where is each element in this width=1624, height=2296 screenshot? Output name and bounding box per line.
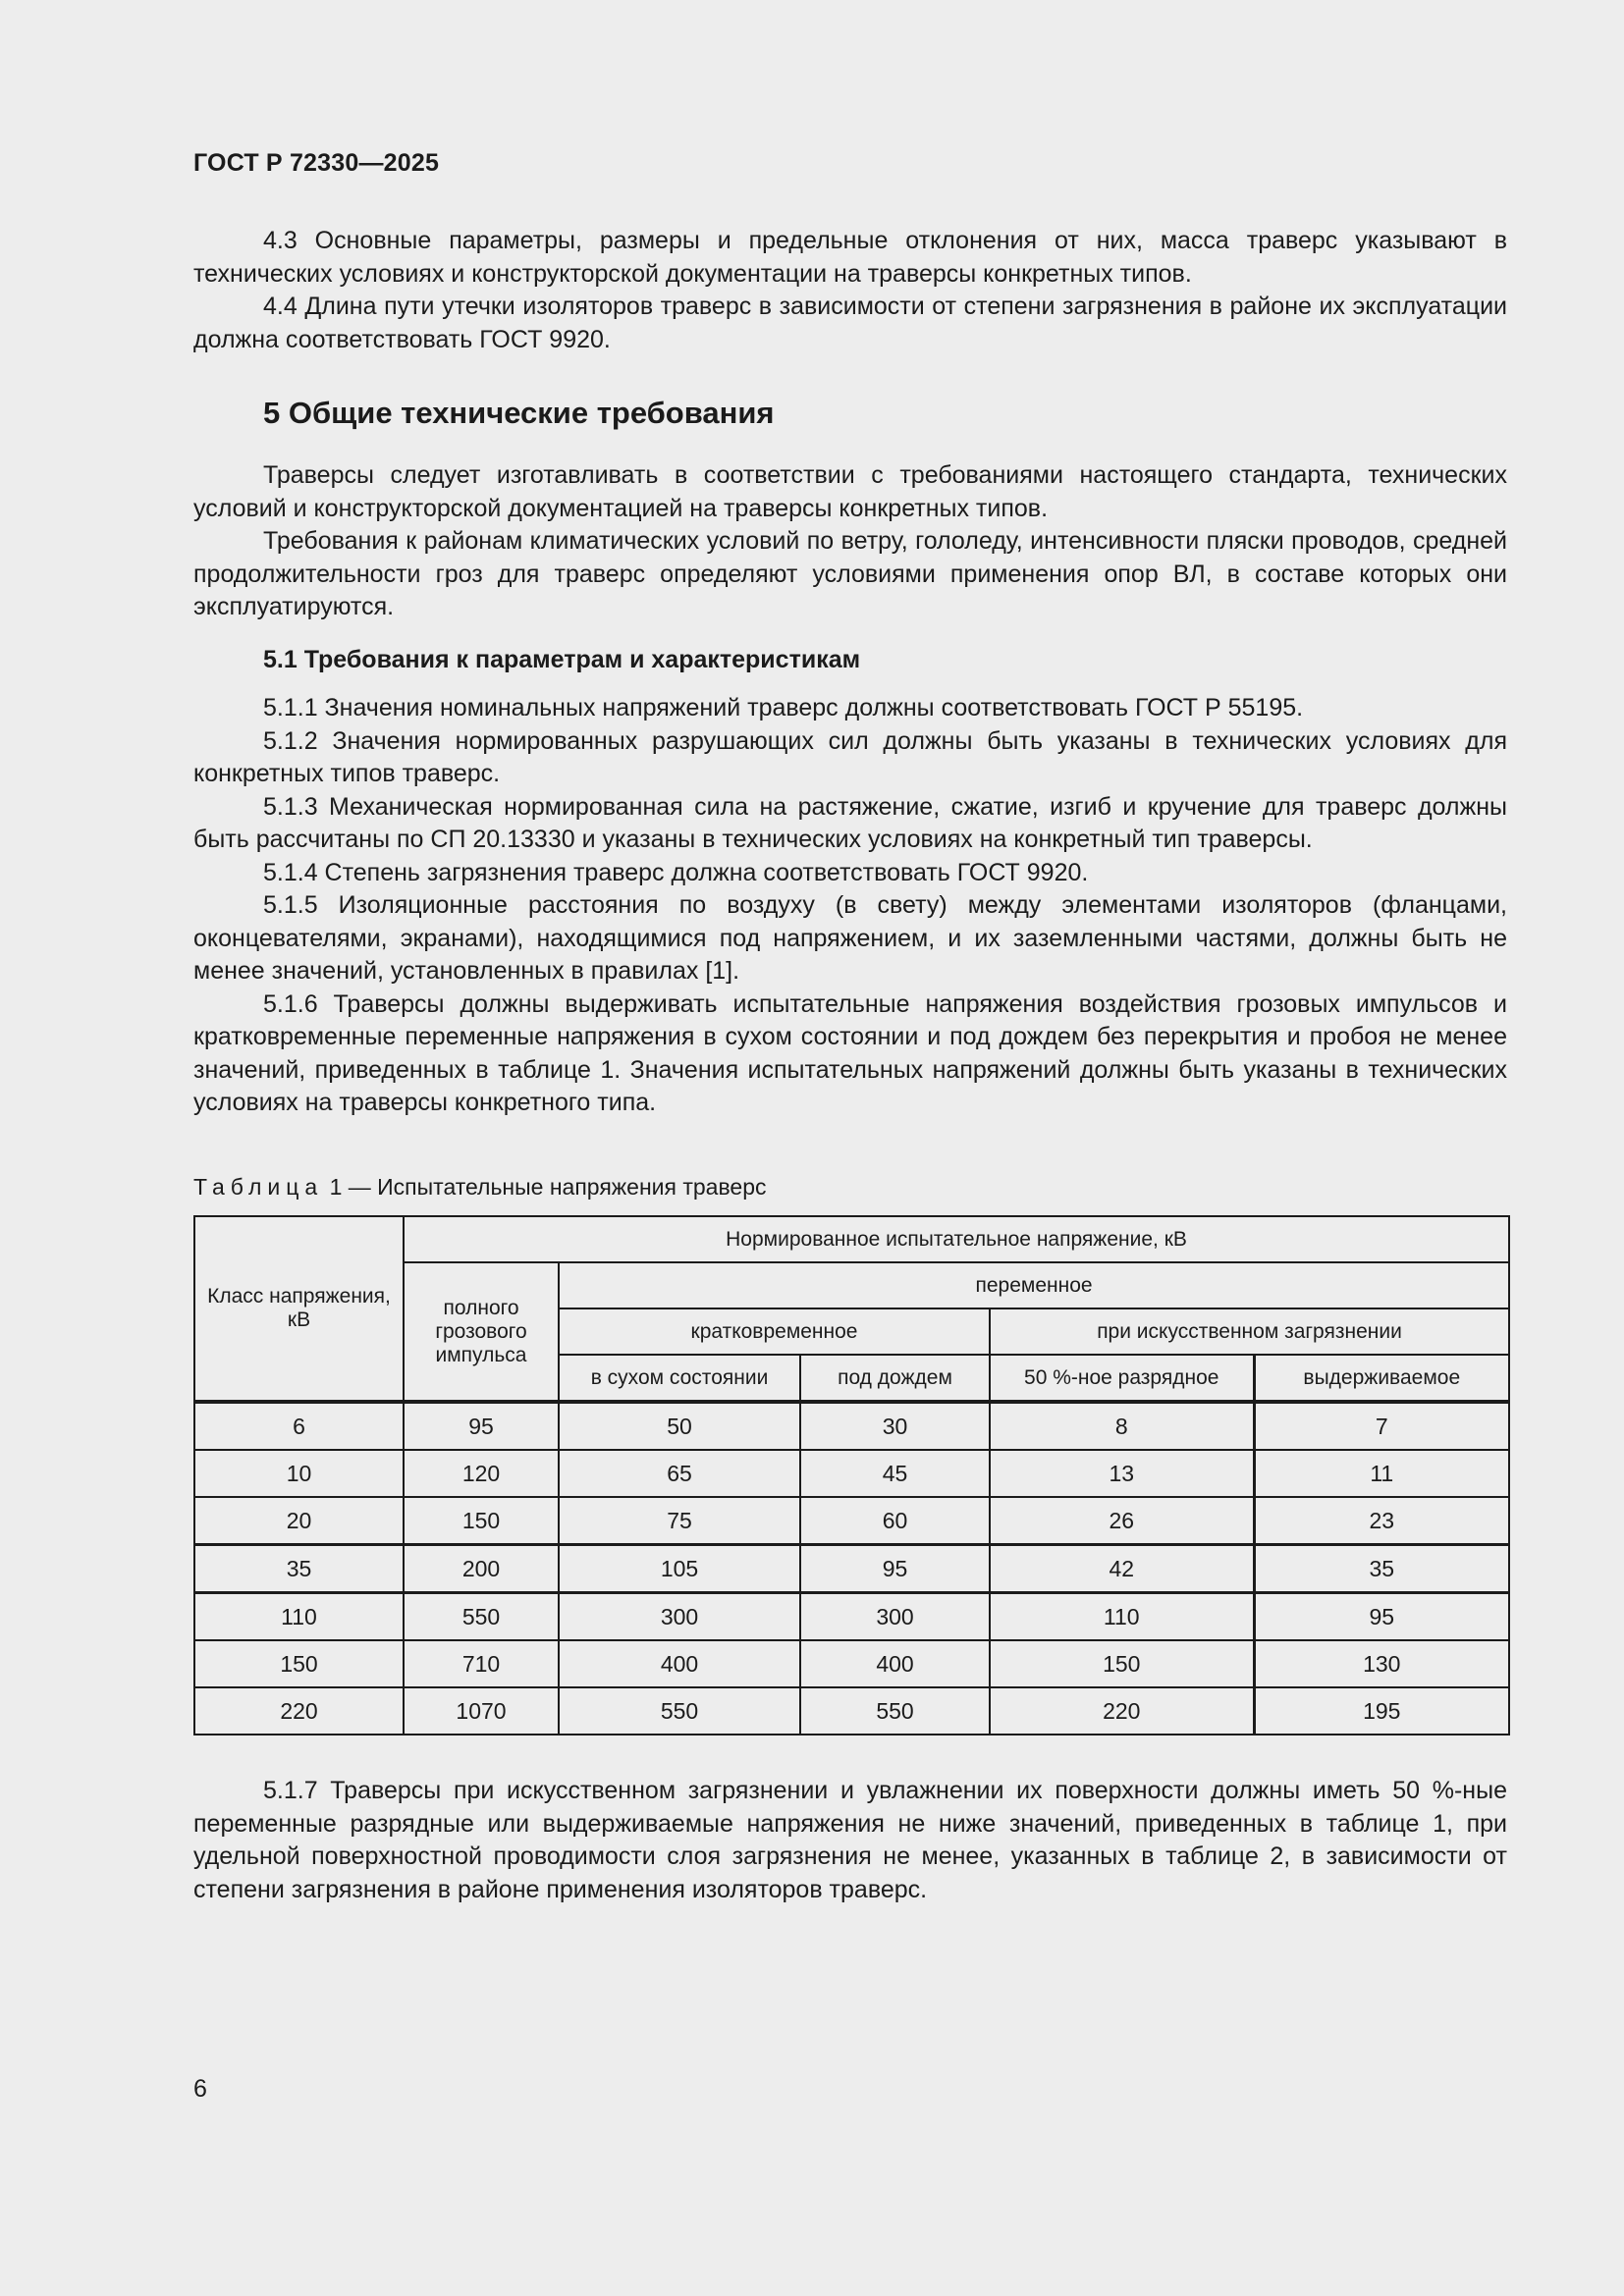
paragraph-5-intro-2: Требования к районам климатических условий по ветру, гололеду, интенсивности пляски проводов, средней продолжительности гроз для траверс определяют условиями применения опор ВЛ, в составе которых они эксплуатируются. — [193, 527, 1507, 620]
paragraph-4-3: 4.3 Основные параметры, размеры и предельные отклонения от них, масса траверс указывают в технических условиях и конструкторской документации на траверсы конкретных типов. — [193, 227, 1507, 288]
cell-dry: 550 — [559, 1687, 800, 1735]
cell-rain: 400 — [800, 1640, 990, 1687]
cell-class: 6 — [194, 1402, 404, 1450]
header-withstand: выдерживаемое — [1254, 1355, 1509, 1402]
page-number: 6 — [193, 2075, 207, 2103]
table-row — [194, 1402, 1509, 1450]
cell-discharge-50: 220 — [990, 1687, 1254, 1735]
cell-impulse: 550 — [404, 1593, 559, 1641]
paragraph-after-table — [193, 1775, 1507, 1906]
cell-rain: 550 — [800, 1687, 990, 1735]
cell-dry: 65 — [559, 1450, 800, 1497]
cell-dry: 75 — [559, 1497, 800, 1545]
header-pollution: при искусственном загрязнении — [990, 1308, 1509, 1355]
document-header: ГОСТ Р 72330—2025 — [193, 149, 440, 177]
table-row — [194, 1450, 1509, 1497]
cell-discharge-50: 42 — [990, 1545, 1254, 1593]
table-row — [194, 1593, 1509, 1641]
table-caption-word: Таблица — [193, 1174, 324, 1200]
cell-dry: 105 — [559, 1545, 800, 1593]
section-5-1-title: 5.1 Требования к параметрам и характеристикам — [263, 646, 861, 673]
table-1 — [193, 1215, 1510, 1735]
cell-withstand: 23 — [1254, 1497, 1509, 1545]
paragraph-4-4: 4.4 Длина пути утечки изоляторов траверс в зависимости от степени загрязнения в районе их эксплуатации должна соответствовать ГОСТ 9920. — [193, 293, 1507, 353]
header-rain: под дождем — [800, 1355, 990, 1402]
cell-impulse: 120 — [404, 1450, 559, 1497]
paragraph-5-1-1: 5.1.1 Значения номинальных напряжений траверс должны соответствовать ГОСТ Р 55195. — [263, 694, 1304, 721]
table-1-caption — [193, 1174, 767, 1201]
cell-discharge-50: 26 — [990, 1497, 1254, 1545]
cell-impulse: 200 — [404, 1545, 559, 1593]
table-caption-text: 1 — Испытательные напряжения траверс — [329, 1174, 767, 1200]
cell-rain: 300 — [800, 1593, 990, 1641]
cell-discharge-50: 110 — [990, 1593, 1254, 1641]
cell-dry: 50 — [559, 1402, 800, 1450]
cell-discharge-50: 150 — [990, 1640, 1254, 1687]
cell-rain: 95 — [800, 1545, 990, 1593]
header-impulse: полного грозового импульса — [404, 1262, 559, 1402]
header-normed-voltage: Нормированное испытательное напряжение, кВ — [404, 1216, 1509, 1262]
cell-dry: 400 — [559, 1640, 800, 1687]
paragraph-5-1-3: 5.1.3 Механическая нормированная сила на растяжение, сжатие, изгиб и кручение для траверс должны быть рассчитаны по СП 20.13330 и указаны в технических условиях на конкретный тип траверсы. — [193, 792, 1507, 853]
header-dry: в сухом состоянии — [559, 1355, 800, 1402]
cell-impulse: 95 — [404, 1402, 559, 1450]
cell-impulse: 1070 — [404, 1687, 559, 1735]
cell-class: 150 — [194, 1640, 404, 1687]
paragraph-5-1-7: 5.1.7 Траверсы при искусственном загрязнении и увлажнении их поверхности должны иметь 50 %-ные переменные разрядные или выдерживаемые напряжения не ниже значений, приведенных в таблице 1, при удельной поверхностной проводимости слоя загрязнения не менее, указанных в таблице 2, в зависимости от степени загрязнения в районе применения изоляторов траверс. — [193, 1777, 1507, 1903]
cell-discharge-50: 8 — [990, 1402, 1254, 1450]
cell-class: 10 — [194, 1450, 404, 1497]
cell-rain: 60 — [800, 1497, 990, 1545]
cell-withstand: 95 — [1254, 1593, 1509, 1641]
cell-class: 35 — [194, 1545, 404, 1593]
header-discharge-50: 50 %-ное разрядное — [990, 1355, 1254, 1402]
header-short-term: кратковременное — [559, 1308, 990, 1355]
table-row — [194, 1640, 1509, 1687]
paragraph-5-1-5: 5.1.5 Изоляционные расстояния по воздуху (в свету) между элементами изоляторов (фланцами, оконцевателями, экранами), находящимися под напряжением, и их заземленными частями, должны быть не менее значений, установленных в правилах [1]. — [193, 891, 1507, 985]
header-voltage-class: Класс напряжения, кВ — [194, 1216, 404, 1402]
cell-impulse: 150 — [404, 1497, 559, 1545]
cell-rain: 30 — [800, 1402, 990, 1450]
cell-class: 20 — [194, 1497, 404, 1545]
cell-withstand: 35 — [1254, 1545, 1509, 1593]
paragraph-5-intro-1: Траверсы следует изготавливать в соответствии с требованиями настоящего стандарта, технических условий и конструкторской документацией на траверсы конкретных типов. — [193, 461, 1507, 522]
cell-class: 110 — [194, 1593, 404, 1641]
cell-impulse: 710 — [404, 1640, 559, 1687]
paragraph-5-1-4: 5.1.4 Степень загрязнения траверс должна соответствовать ГОСТ 9920. — [263, 858, 1089, 886]
table-row — [194, 1497, 1509, 1545]
table-row — [194, 1545, 1509, 1593]
cell-discharge-50: 13 — [990, 1450, 1254, 1497]
paragraph-5-1-6: 5.1.6 Траверсы должны выдерживать испытательные напряжения воздействия грозовых импульсов и кратковременные переменные напряжения в сухом состоянии и под дождем без перекрытия и пробоя не менее значений, приведенных в таблице 1. Значения испытательных напряжений должны быть указаны в технических условиях на траверсы конкретного типа. — [193, 989, 1507, 1116]
cell-withstand: 195 — [1254, 1687, 1509, 1735]
cell-class: 220 — [194, 1687, 404, 1735]
section-5-1-body — [193, 692, 1507, 1120]
table-row — [194, 1687, 1509, 1735]
cell-withstand: 130 — [1254, 1640, 1509, 1687]
cell-dry: 300 — [559, 1593, 800, 1641]
cell-rain: 45 — [800, 1450, 990, 1497]
section-5-title: 5 Общие технические требования — [263, 396, 775, 430]
paragraphs-top — [193, 225, 1507, 356]
section-5-body — [193, 459, 1507, 624]
paragraph-5-1-2: 5.1.2 Значения нормированных разрушающих сил должны быть указаны в технических условиях для конкретных типов траверс. — [193, 726, 1507, 787]
cell-withstand: 11 — [1254, 1450, 1509, 1497]
cell-withstand: 7 — [1254, 1402, 1509, 1450]
header-alternating: переменное — [559, 1262, 1509, 1308]
